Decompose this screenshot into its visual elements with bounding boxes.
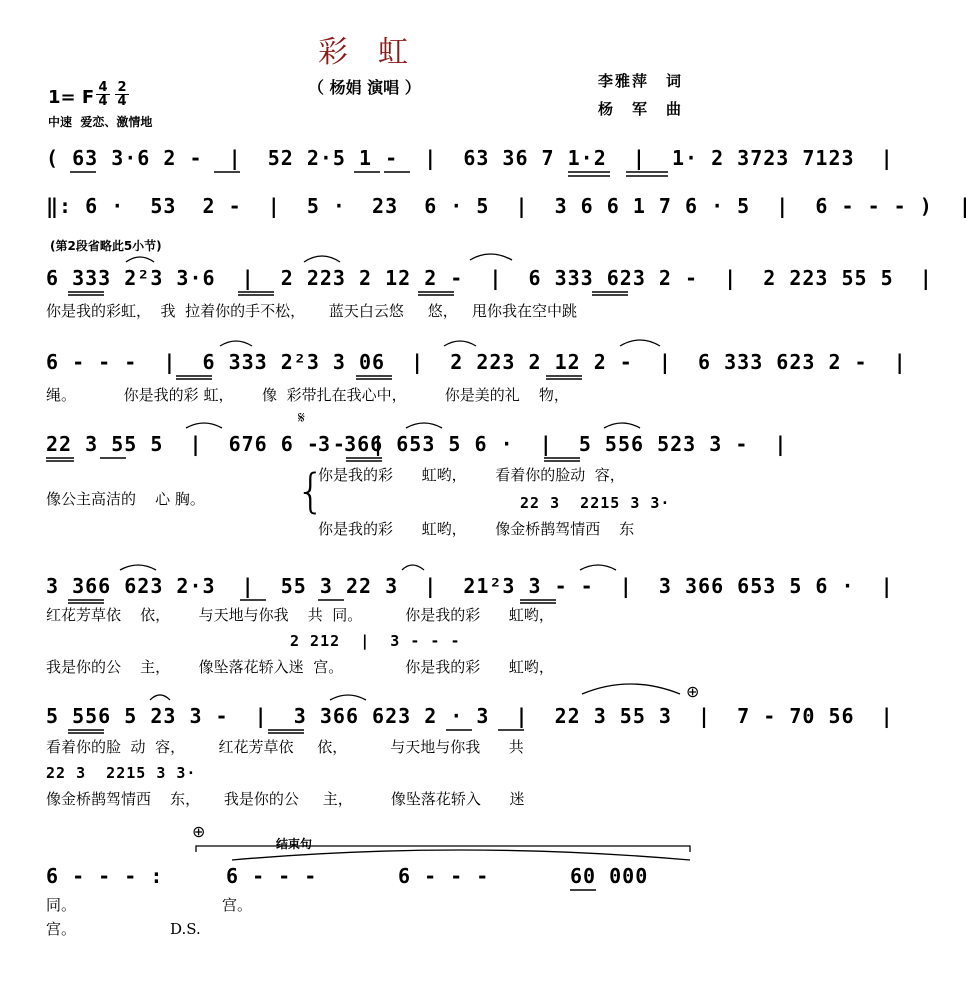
- ending-label: 结束句: [276, 837, 313, 851]
- omit-note: (第2段省略此5小节): [50, 239, 162, 253]
- lyricist-credit: 李雅萍 词: [598, 72, 684, 90]
- lyrics-row-4: 绳。 你是我的彩 虹， 像 彩带扎在我心中， 你是美的礼 物，: [46, 386, 569, 404]
- score-row-8-c: 6 - - -: [398, 864, 490, 888]
- verse-brace: {: [296, 464, 326, 518]
- score-row-5-alt: 22 3 2215 3 3·: [520, 494, 671, 512]
- score-row-8-b: 6 - - -: [226, 864, 318, 888]
- score-row-5a: 22 3 55 5 | 676 6 - - |: [46, 432, 386, 456]
- score-row-4: 6 - - - | 6 333 2²3 3 06 | 2 223 2 12 2 - | 6 333 623 2 - |: [46, 350, 907, 374]
- coda-sign-ending: ⊕: [192, 822, 206, 841]
- lyrics-row-7-verse-1: 看着你的脸 动 容， 红花芳草依 依， 与天地与你我 共: [46, 738, 524, 756]
- lyrics-row-7-verse-2: 像金桥鹊驾情西 东， 我是你的公 主， 像坠落花轿入 迷: [46, 790, 525, 808]
- time-signature-2: $\frac{2}{4}$: [115, 81, 129, 108]
- score-row-5b: 3 366 653 5 6 · | 5 556 523 3 - |: [318, 432, 788, 456]
- score-row-8-a: 6 - - - :: [46, 864, 164, 888]
- lyrics-row-3: 你是我的彩虹， 我 拉着你的手不松， 蓝天白云悠 悠， 甩你我在空中跳: [46, 302, 578, 320]
- lyrics-row-5-left: 像公主高洁的 心 胸。: [46, 490, 205, 508]
- score-row-7-alt: 22 3 2215 3 3·: [46, 764, 197, 782]
- lyrics-row-8-verse-2a: 宫。: [46, 920, 77, 938]
- lyrics-row-8-verse-1a: 同。: [46, 896, 77, 914]
- time-signature-1: $\frac{4}{4}$: [96, 81, 110, 108]
- lyrics-row-6-verse-2: 我是你的公 主， 像坠落花轿入迷 宫。 你是我的彩 虹哟，: [46, 658, 554, 676]
- song-title: 彩 虹: [318, 35, 408, 70]
- lyrics-row-5-verse-1: 你是我的彩 虹哟， 看着你的脸动 容，: [318, 466, 625, 484]
- tempo-marking: 中速 爱恋、激情地: [48, 115, 153, 129]
- score-row-6: 3 366 623 2·3 | 55 3 22 3 | 21²3 3 - - | 3 366 653 5 6 · |: [46, 574, 894, 598]
- score-row-6-alt: 2 212 | 3 - - -: [290, 632, 461, 650]
- score-row-1: ( 63 3·6 2 - | 52 2·5 1 - | 63 36 7 1·2 | 1· 2 3723 7123 |: [46, 146, 894, 170]
- lyrics-row-6-verse-1: 红花芳草依 依， 与天地与你我 共 同。 你是我的彩 虹哟，: [46, 606, 554, 624]
- lyrics-row-8-verse-1b: 宫。: [222, 896, 253, 914]
- score-row-2: ‖: 6 · 53 2 - | 5 · 23 6 · 5 | 3 6 6 1 7 6 · 5 | 6 - - - ) |: [46, 194, 972, 218]
- score-row-3: 6 333 2²3 3·6 | 2 223 2 12 2 - | 6 333 623 2 - | 2 223 55 5 |: [46, 266, 933, 290]
- score-row-7: 5 556 5 23 3 - | 3 366 623 2 · 3 | 22 3 55 3 | 7 - 70 56 |: [46, 704, 894, 728]
- singer-credit: （ 杨娟 演唱 ）: [308, 78, 421, 97]
- composer-credit: 杨 军 曲: [598, 100, 684, 118]
- segno-sign: 𝄋: [298, 408, 305, 427]
- coda-sign: ⊕: [686, 682, 700, 701]
- key-signature: 1= F: [48, 87, 95, 108]
- lyrics-row-5-verse-2: 你是我的彩 虹哟， 像金桥鹊驾情西 东: [318, 520, 635, 538]
- da-segno-marking: D.S.: [170, 920, 201, 938]
- score-row-8-d: 60 000: [570, 864, 649, 888]
